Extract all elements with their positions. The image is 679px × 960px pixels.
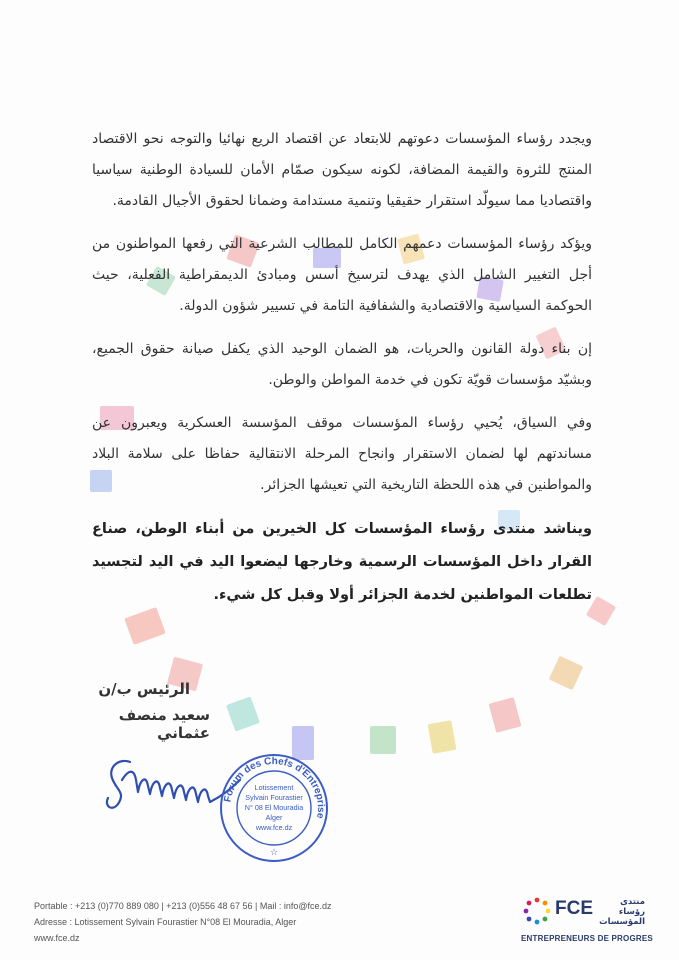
stamp-line: www.fce.dz	[255, 823, 293, 832]
paragraph: وفي السياق، يُحيي رؤساء المؤسسات موقف المؤسسة العسكرية ويعبرون عن مساندتهم لها لضمان الاستقرار وانجاح المرحلة الانتقالية حفاظا على سلامة البلاد والمواطنين في هذه اللحظة التاريخية التي تعيشها الجزائر.	[92, 415, 592, 493]
logo-ring-icon	[522, 896, 552, 926]
stamp-line: Alger	[265, 813, 283, 822]
logo-arabic-name: منتدى رؤساء المؤسسات	[599, 897, 645, 927]
contact-line: Portable : +213 (0)770 889 080 | +213 (0)556 48 67 56 | Mail : info@fce.dz	[34, 901, 332, 911]
closing-paragraph: ويناشد منتدى رؤساء المؤسسات كل الخيرين من أبناء الوطن، صناع القرار داخل المؤسسات الرسمية وخارجها ليضعوا اليد في اليد لتجسيد تطلعات المواطنين لخدمة الجزائر أولا وقبل كل شيء.	[92, 521, 592, 603]
decorative-square	[226, 696, 260, 731]
decorative-square	[549, 656, 584, 691]
signatory-name: سعيد منصف عثماني	[118, 706, 210, 742]
stamp-line: N° 08 El Mouradia	[244, 803, 304, 812]
decorative-square	[489, 697, 522, 733]
website-link[interactable]: www.fce.dz	[34, 933, 80, 943]
company-stamp	[218, 752, 330, 864]
decorative-square	[370, 726, 396, 754]
paragraph: إن بناء دولة القانون والحريات، هو الضمان الوحيد الذي يكفل صيانة حقوق الجميع، وبشيّد مؤسسات قويّة تكون في خدمة المواطن والوطن.	[92, 341, 592, 388]
address-line: Adresse : Lotissement Sylvain Fourastier N°08 El Mouradia, Alger	[34, 917, 297, 927]
fce-logo	[495, 888, 655, 950]
letter-body	[92, 124, 592, 624]
logo-abbr: FCE	[555, 898, 593, 919]
signatory-title: الرئيس ب/ن	[98, 680, 190, 698]
stamp-line: Sylvain Fourastier	[245, 793, 303, 802]
stamp-ring-text: Forum des Chefs d'Entreprise	[222, 755, 327, 820]
footer-contact	[34, 898, 394, 946]
paragraph: ويؤكد رؤساء المؤسسات دعمهم الكامل للمطالب الشرعية التي رفعها المواطنون من أجل التغيير الشامل الذي يهدف لترسيخ أسس ومبادئ الديمقراطية الفعلية، حيث الحوكمة السياسية والاقتصادية والشفافية التامة في تسيير شؤون الدولة.	[92, 236, 592, 314]
paragraph: ويجدد رؤساء المؤسسات دعوتهم للابتعاد عن اقتصاد الريع نهائيا والتوجه نحو الاقتصاد المنتج للثروة والقيمة المضافة، لكونه سيكون صمّام الأمان للسيادة الوطنية سياسيا واقتصاديا مما سيولّد استقرار حقيقيا وتنمية مستدامة وضمانا لحقوق الأجيال القادمة.	[92, 131, 592, 209]
stamp-line: Lotissement	[254, 783, 294, 792]
logo-tagline: ENTREPRENEURS DE PROGRES	[521, 934, 653, 943]
decorative-square	[428, 720, 457, 754]
star-icon: ☆	[269, 848, 279, 858]
